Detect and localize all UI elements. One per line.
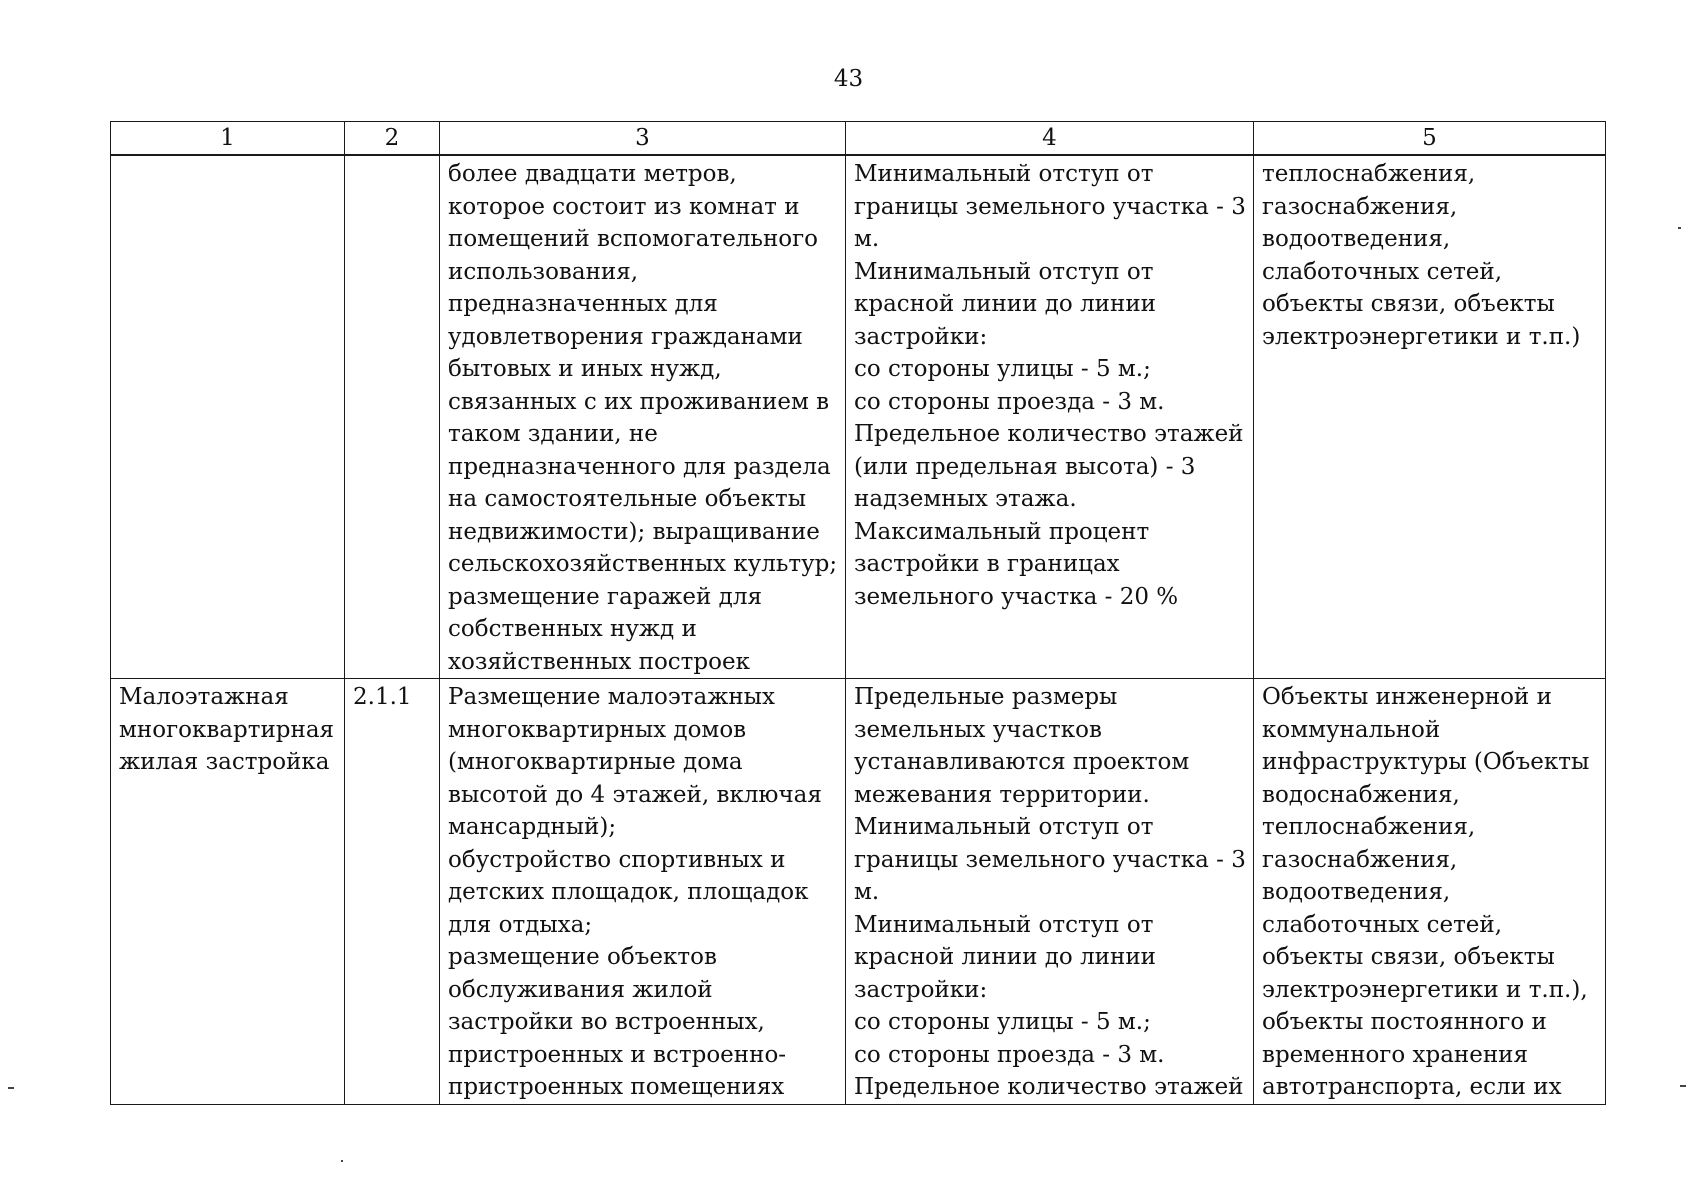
cell-text-line: водоснабжения, [1262, 781, 1460, 808]
cell-text-line: границы земельного участка - 3 [854, 193, 1246, 220]
cell-description [440, 679, 846, 1105]
cell-text-line: застройки во встроенных, [448, 1009, 765, 1035]
cell-text-line: на самостоятельные объекты [448, 486, 807, 512]
cell-text-line: застройки в границах [854, 551, 1120, 577]
cell-text-line: временного хранения [1262, 1041, 1529, 1068]
cell-text-line: (или предельная высота) - 3 [854, 453, 1196, 480]
cell-text-line: коммунальной [1262, 716, 1441, 743]
cell-text-line: бытовых и иных нужд, [448, 356, 722, 382]
cell-parameters [846, 155, 1254, 679]
scan-mark [1680, 1085, 1686, 1087]
cell-auxiliary-uses [1254, 155, 1606, 679]
cell-text-line: со стороны улицы - 5 м.; [854, 356, 1151, 382]
cell-text-line: высотой до 4 этажей, включая [448, 781, 822, 808]
column-header-2: 2 [345, 122, 440, 156]
cell-text-line: размещение объектов [448, 944, 717, 970]
cell-text-line: сельскохозяйственных культур; [448, 551, 838, 577]
cell-text-line: газоснабжения, [1262, 193, 1458, 220]
cell-text-line: устанавливаются проектом [854, 749, 1190, 775]
cell-text-line: которое состоит из комнат и [448, 193, 800, 220]
cell-text-line: м. [854, 879, 880, 905]
cell-text-line: размещение гаражей для [448, 583, 762, 610]
cell-text-line: недвижимости); выращивание [448, 518, 820, 545]
cell-text-line: обустройство спортивных и [448, 846, 786, 873]
cell-text-line: земельного участка - 20 % [854, 583, 1179, 610]
cell-text-line: красной линии до линии [854, 291, 1156, 317]
cell-text-line: Минимальный отступ от [854, 161, 1154, 187]
header-row [111, 122, 1606, 156]
cell-text-line: многоквартирных домов [448, 716, 747, 743]
cell-text-line: красной линии до линии [854, 944, 1156, 970]
cell-text-line: собственных нужд и [448, 616, 697, 642]
table-row [111, 679, 1606, 1105]
table-header [111, 122, 1606, 156]
cell-text-line: пристроенных помещениях [448, 1074, 785, 1100]
cell-text-line: таком здании, не [448, 421, 658, 447]
cell-text-line: со стороны улицы - 5 м.; [854, 1009, 1151, 1035]
cell-text-line: теплоснабжения, [1262, 161, 1476, 187]
cell-text-line: многоквартирная [119, 716, 335, 743]
cell-description [440, 155, 846, 679]
cell-text-line: Максимальный процент [854, 518, 1150, 545]
cell-auxiliary-uses [1254, 679, 1606, 1105]
scan-mark [1678, 227, 1681, 229]
cell-text-line: объекты связи, объекты [1262, 291, 1555, 317]
cell-text-line: хозяйственных построек [448, 648, 750, 675]
cell-text-line: автотранспорта, если их [1262, 1074, 1562, 1100]
cell-text-line: для отдыха; [448, 911, 593, 938]
cell-use-type [111, 155, 345, 679]
cell-text-line: (многоквартирные дома [448, 749, 743, 775]
cell-text-line: Предельные размеры [854, 684, 1118, 710]
cell-text-line: Предельное количество этажей [854, 421, 1244, 447]
cell-text-line: межевания территории. [854, 781, 1150, 808]
cell-text-line: предназначенных для [448, 291, 718, 317]
cell-text-line: детских площадок, площадок [448, 879, 809, 905]
cell-text-line: застройки: [854, 323, 988, 350]
table-body [111, 155, 1606, 1104]
cell-text-line: водоотведения, [1262, 879, 1451, 905]
cell-text-line: объекты постоянного и [1262, 1009, 1547, 1035]
cell-text-line: границы земельного участка - 3 [854, 846, 1246, 873]
cell-text-line: Размещение малоэтажных [448, 684, 775, 710]
cell-text-line: застройки: [854, 976, 988, 1003]
cell-code [345, 679, 440, 1105]
scan-mark [341, 1160, 343, 1162]
cell-text-line: надземных этажа. [854, 486, 1077, 512]
cell-text-line: электроэнергетики и т.п.), [1262, 976, 1588, 1003]
cell-text-line: обслуживания жилой [448, 976, 713, 1003]
column-header-5: 5 [1254, 122, 1606, 156]
column-header-3: 3 [440, 122, 846, 156]
cell-text-line: использования, [448, 258, 639, 285]
cell-text-line: водоотведения, [1262, 226, 1451, 252]
cell-text-line: связанных с их проживанием в [448, 388, 830, 415]
cell-text-line: мансардный); [448, 814, 617, 840]
cell-text-line: объекты связи, объекты [1262, 944, 1555, 970]
cell-parameters [846, 679, 1254, 1105]
cell-text-line: помещений вспомогательного [448, 226, 819, 252]
cell-text-line: Предельное количество этажей [854, 1074, 1244, 1100]
cell-text-line: земельных участков [854, 716, 1102, 743]
cell-text-line: Минимальный отступ от [854, 814, 1154, 840]
column-header-1: 1 [111, 122, 345, 156]
cell-code [345, 155, 440, 679]
scan-mark [8, 1087, 14, 1089]
cell-text-line: м. [854, 226, 880, 252]
cell-text-line: удовлетворения гражданами [448, 323, 803, 350]
page-number: 43 [833, 66, 864, 92]
cell-text-line: пристроенных и встроенно- [448, 1041, 787, 1068]
cell-text-line: Минимальный отступ от [854, 911, 1154, 938]
cell-text-line: теплоснабжения, [1262, 814, 1476, 840]
cell-use-type [111, 679, 345, 1105]
cell-text-line: со стороны проезда - 3 м. [854, 388, 1165, 415]
cell-text-line: Объекты инженерной и [1262, 684, 1552, 710]
table-row [111, 155, 1606, 679]
cell-text-line: инфраструктуры (Объекты [1262, 749, 1590, 775]
cell-text-line: электроэнергетики и т.п.) [1262, 323, 1581, 350]
cell-text-line: слаботочных сетей, [1262, 911, 1503, 938]
cell-text-line: Малоэтажная [119, 684, 289, 710]
cell-text-line: жилая застройка [119, 749, 330, 775]
cell-text-line: Минимальный отступ от [854, 258, 1154, 285]
cell-text-line: слаботочных сетей, [1262, 258, 1503, 285]
cell-text-line: предназначенного для раздела [448, 453, 831, 480]
cell-text-line: со стороны проезда - 3 м. [854, 1041, 1165, 1068]
column-header-4: 4 [846, 122, 1254, 156]
cell-text-line: газоснабжения, [1262, 846, 1458, 873]
regulations-table [110, 121, 1606, 1105]
cell-text-line: 2.1.1 [353, 684, 412, 710]
cell-text-line: более двадцати метров, [448, 161, 737, 187]
